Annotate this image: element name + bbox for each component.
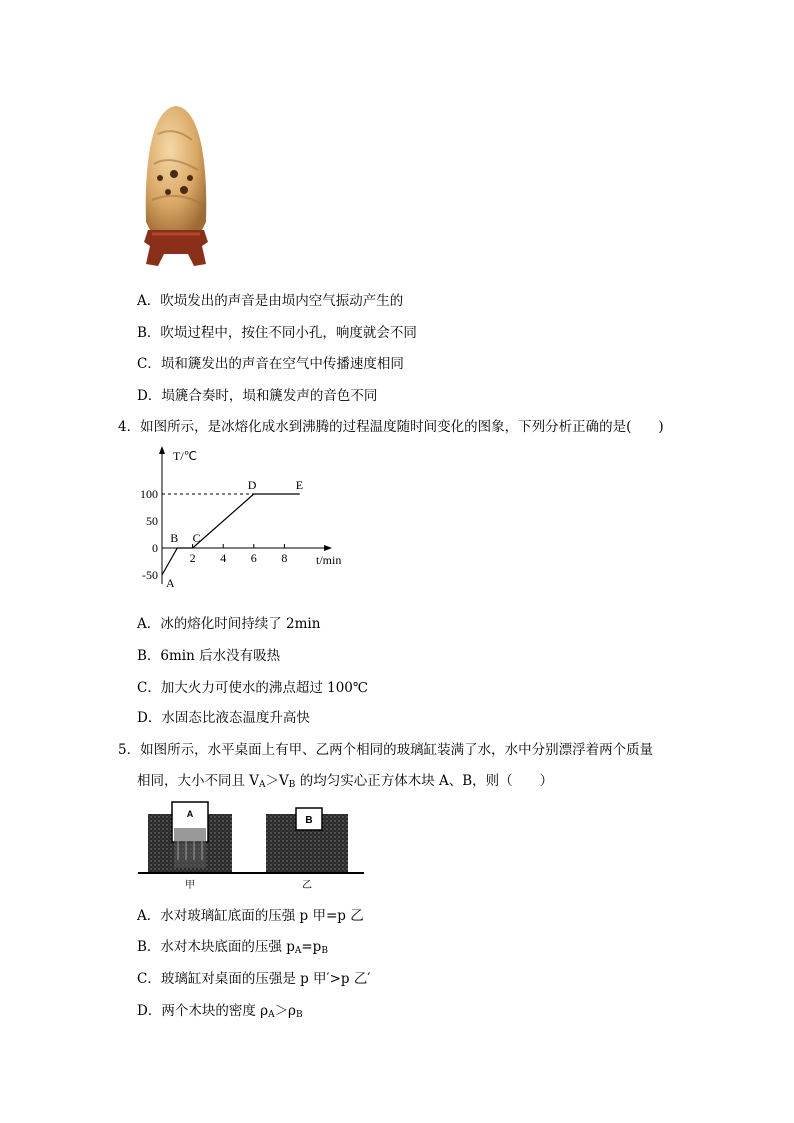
tank-right-label: 乙 [302, 880, 312, 891]
q3-option-d: D．埙篪合奏时，埙和篪发声的音色不同 [137, 388, 378, 404]
q3-option-a: A．吹埙发出的声音是由埙内空气振动产生的 [137, 293, 404, 309]
point-label-e: E [295, 478, 304, 492]
y-axis-label: T/℃ [173, 449, 198, 463]
q4-option-c: C．加大火力可使水的沸点超过 100℃ [137, 680, 368, 696]
temperature-series-line [162, 494, 300, 575]
q4-option-d: D．水固态比液态温度升高快 [137, 710, 310, 726]
q5-option-c: C．玻璃缸对桌面的压强是 p 甲′>p 乙′ [137, 971, 371, 987]
q5-option-a: A．水对玻璃缸底面的压强 p 甲=p 乙 [137, 908, 364, 924]
tank-left-label: 甲 [185, 880, 195, 891]
temperature-time-graph [138, 444, 358, 594]
x-axis-arrow [324, 545, 332, 551]
q5-stem-line1: 5．如图所示，水平桌面上有甲、乙两个相同的玻璃缸装满了水，水中分别漂浮着两个质量 [118, 742, 654, 758]
q3-option-c: C．埙和篪发出的声音在空气中传播速度相同 [137, 356, 404, 372]
x-tick-label: 2 [189, 551, 196, 565]
x-tick-label: 4 [220, 551, 227, 565]
x-axis-label: t/min [316, 553, 342, 567]
point-label-d: D [247, 478, 257, 492]
y-tick-label: 100 [140, 487, 158, 501]
y-tick-label: 0 [152, 541, 158, 555]
point-label-a: A [166, 576, 175, 590]
q5-option-d: D．两个木块的密度 $\rho_A>\rho_B$ [137, 1003, 303, 1020]
q4-option-b: B．6min 后水没有吸热 [137, 648, 281, 664]
y-axis-arrow [159, 446, 165, 454]
point-label-b: B [170, 531, 179, 545]
x-tick-label: 8 [281, 551, 288, 565]
q3-option-b: B．吹埙过程中，按住不同小孔，响度就会不同 [137, 325, 417, 341]
q5-option-b: B．水对木块底面的压强 $p_A=p_B$ [137, 939, 328, 956]
q4-option-a: A．冰的熔化时间持续了 2min [137, 616, 321, 632]
two-tanks-figure [138, 800, 368, 895]
block-a-label: A [186, 809, 194, 819]
point-label-c: C [192, 531, 201, 545]
xun-photo [140, 104, 212, 270]
x-tick-label: 6 [250, 551, 257, 565]
block-b-label: B [305, 815, 313, 826]
q4-stem: 4．如图所示，是冰熔化成水到沸腾的过程温度随时间变化的图象，下列分析正确的是( ) [118, 419, 664, 435]
q5-stem-line2: 相同，大小不同且 $V_A>V_B$ 的均匀实心正方体木块 A、B，则（ ） [137, 773, 554, 790]
y-tick-label: 50 [146, 514, 158, 528]
y-tick-label: -50 [142, 568, 158, 582]
